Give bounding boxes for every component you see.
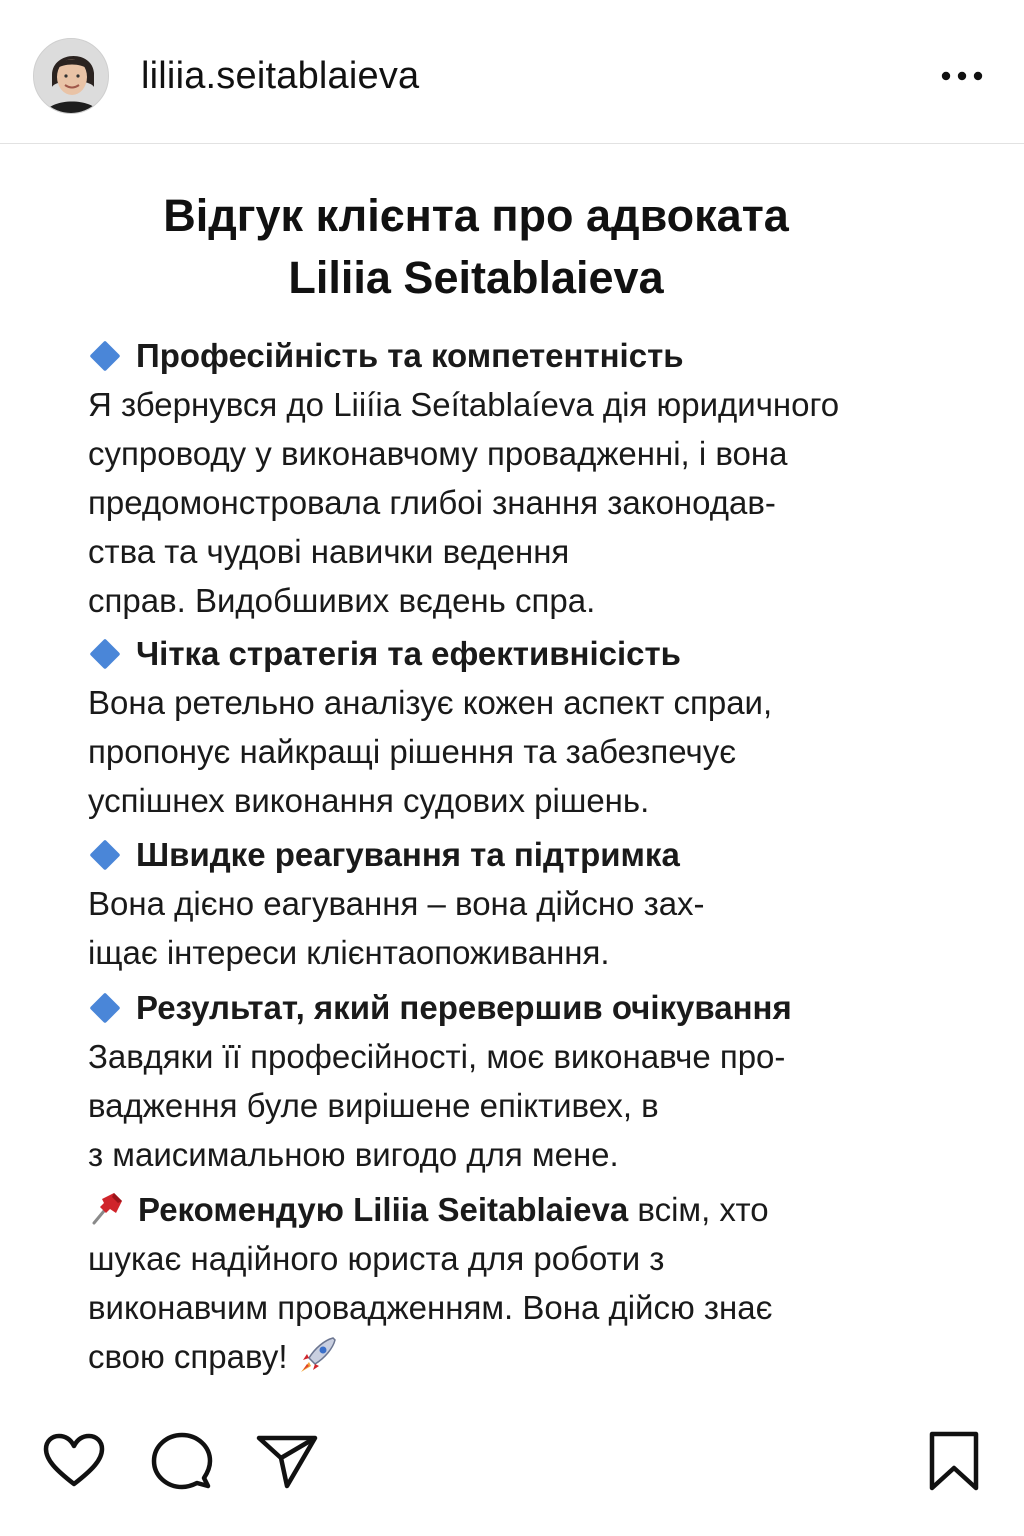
pushpin-icon <box>88 1189 126 1227</box>
recommendation-last-line: свою справу! <box>88 1332 968 1381</box>
section-line: вадження буле вирішене епіктивех, в <box>88 1087 659 1124</box>
section-heading: Результат, який перевершив очікування <box>88 983 968 1032</box>
send-icon[interactable] <box>255 1430 319 1494</box>
section-line: предомонстровала глибоі знання законодав- <box>88 484 776 521</box>
recommendation-rest: всім, хто <box>628 1191 769 1228</box>
section-heading: Чітка стратегія та ефективнісість <box>88 629 968 678</box>
post-image[interactable] <box>0 145 1024 1385</box>
heart-icon[interactable] <box>42 1430 106 1494</box>
post-title-line-2: Liliia Seitablaieva <box>288 252 664 303</box>
section-line: Вона ретельно аналізує кожен аспект спраи, <box>88 684 773 721</box>
section-line: справ. Видобшивих вєдень спра. <box>88 582 596 619</box>
avatar[interactable] <box>33 38 109 114</box>
review-section-strategy <box>88 629 968 825</box>
section-line: іщає інтереси клієнтаопоживання. <box>88 934 610 971</box>
section-line: Я збернувся до Liiíia Seítablaíeva дія юридичного <box>88 386 840 423</box>
rocket-icon <box>295 1334 339 1378</box>
review-section-support <box>88 830 968 977</box>
more-options-icon[interactable] <box>940 58 984 94</box>
section-line: успішнех виконання судових рішень. <box>88 782 650 819</box>
avatar-photo-icon <box>34 39 109 114</box>
section-line: Вона дієно еагування – вона дійсно зах- <box>88 885 705 922</box>
section-line: супроводу у виконавчому провадженні, і вона <box>88 435 788 472</box>
section-line: виконавчим провадженням. Вона дійсю знає <box>88 1289 773 1326</box>
bookmark-icon[interactable] <box>922 1430 986 1494</box>
section-heading: Швидке реагування та підтримка <box>88 830 968 879</box>
section-line: Завдяки її професійності, моє виконавче про- <box>88 1038 786 1075</box>
recommendation-section <box>88 1185 968 1381</box>
post-title-line-1: Відгук клієнта про адвоката <box>163 190 789 241</box>
section-line: з маисимальною вигодо для мене. <box>88 1136 619 1173</box>
username[interactable]: liliia.seitablaieva <box>141 55 420 97</box>
post-actions-bar <box>0 1430 1024 1500</box>
section-line: шукає надійного юриста для роботи з <box>88 1240 665 1277</box>
post-header <box>0 0 1024 144</box>
post-title <box>0 185 952 309</box>
blue-diamond-icon <box>89 993 120 1024</box>
recommendation-bold: Рекомендую Liliia Seitablaieva <box>138 1191 629 1228</box>
review-section-result <box>88 983 968 1179</box>
blue-diamond-icon <box>89 341 120 372</box>
blue-diamond-icon <box>89 840 120 871</box>
section-line: пропонує найкращі рішення та забезпечує <box>88 733 737 770</box>
review-section-professionalism <box>88 331 968 625</box>
recommendation-first-line <box>88 1185 968 1234</box>
section-line: ства та чудові навички ведення <box>88 533 570 570</box>
section-heading: Професійність та компетентність <box>88 331 968 380</box>
blue-diamond-icon <box>89 639 120 670</box>
comment-icon[interactable] <box>150 1430 214 1494</box>
